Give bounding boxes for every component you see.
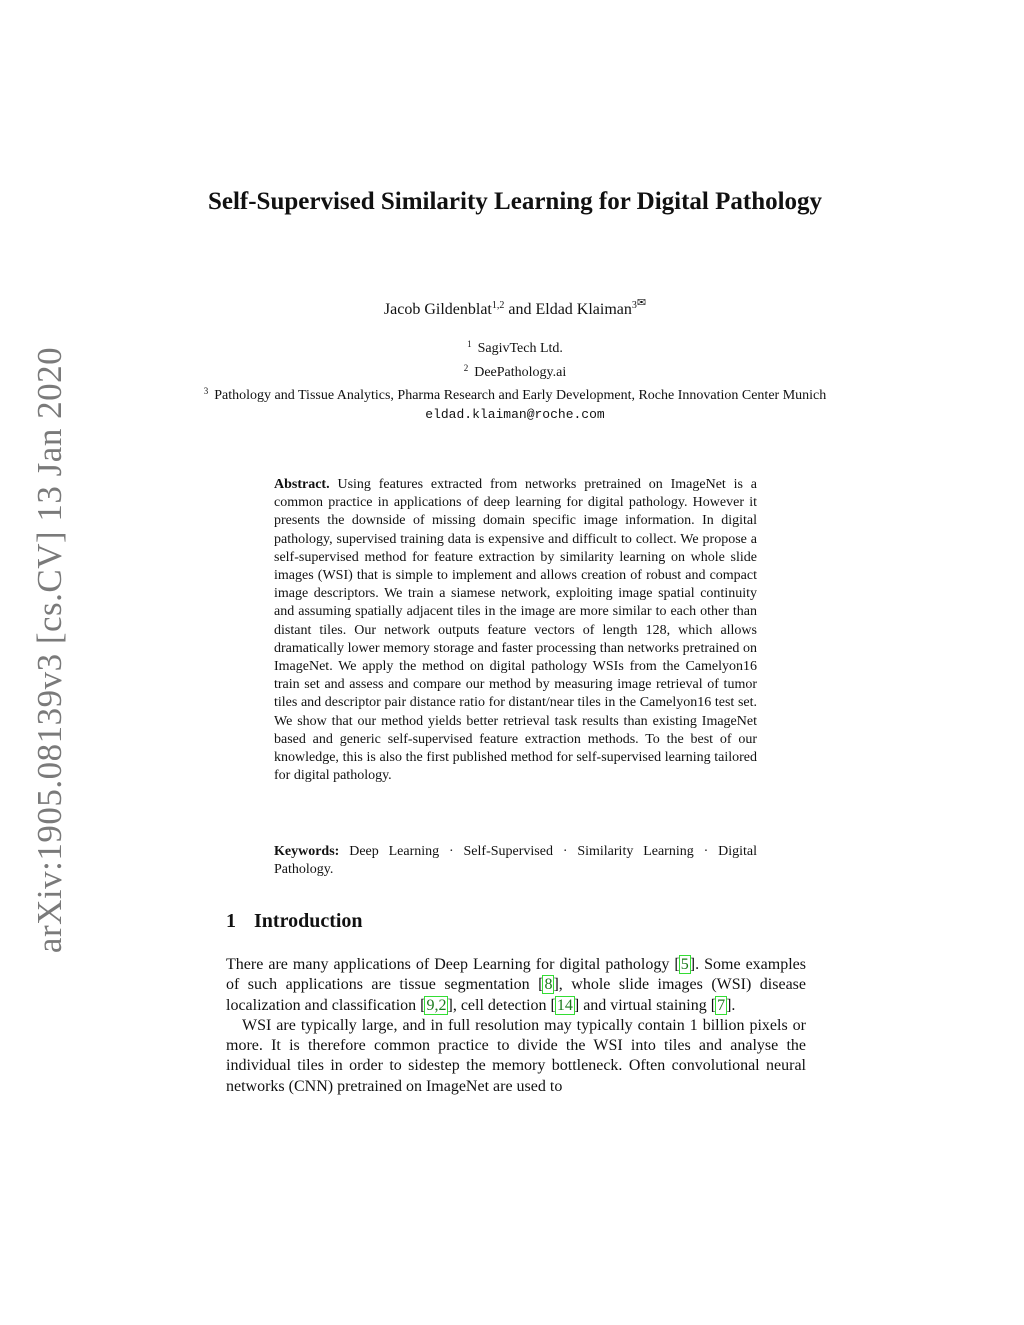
affiliation-text: Pathology and Tissue Analytics, Pharma Research and Early Development, Roche Innovation Center Munich — [214, 388, 827, 403]
text-run: There are many applications of Deep Learning for digital pathology — [226, 956, 675, 973]
affiliation-text: SagivTech Ltd. — [477, 341, 563, 356]
affiliation-line — [200, 359, 830, 383]
affiliations-block — [200, 335, 830, 424]
section-heading-introduction — [226, 910, 363, 933]
keywords-text: Deep Learning · Self-Supervised · Similarity Learning · Digital Pathology. — [274, 844, 758, 878]
keywords-label: Keywords: — [274, 844, 340, 859]
citation-link[interactable]: 14 — [556, 996, 573, 1014]
paragraph: There are many applications of Deep Learning for digital pathology [5]. Some examples of such applications are tissue segmentation [8], whole slide images (WSI) disease localization and classification [9,2], cell detection [14] and virtual staining [7]. — [226, 956, 806, 1014]
section-number: 1 — [226, 910, 236, 932]
abstract-text: Using features extracted from networks pretrained on ImageNet is a common practice in applications of deep learning for digital pathology. However it presents the downside of missing domain specific image information. In digital pathology, supervised training data is expensive and difficult to collect. We propose a self-supervised method for feature extraction by similarity learning on whole slide images (WSI) that is simple to implement and allows creation of robust and compact image descriptors. We train a siamese network, exploiting image spatial continuity and assuming spatially adjacent tiles in the image are more similar to each other than distant tiles. Our network outputs feature vectors of length 128, which allows dramatically lower memory storage and faster processing than networks pretrained on ImageNet. We apply the method on digital pathology WSIs from the Camelyon16 train set and assess and compare our method by measuring image retrieval of tumor tiles and descriptor pair distance ratio for distant/near tiles in the Camelyon16 test set. We show that our method yields better retrieval task results than existing ImageNet based and generic self-supervised feature extraction methods. To the best of our knowledge, this is also the first published method for self-supervised learning tailored for digital pathology. — [274, 477, 758, 784]
affiliation-line — [200, 382, 830, 406]
citation-link[interactable]: 5 — [680, 956, 689, 973]
text-run: , whole slide images (WSI) disease localization and classification — [226, 976, 806, 1014]
author-affiliation-mark: 1,2 — [491, 300, 505, 311]
author-line — [200, 296, 830, 319]
author-conjunction: and — [508, 301, 532, 318]
paragraph: WSI are typically large, and in full resolution may typically contain 1 billion pixels or more. It is therefore common practice to divide the WSI into tiles and analyse the individual tiles in order to sidestep the memory bottleneck. Often convolutional neural networks (CNN) pretrained on ImageNet are used to — [226, 1016, 806, 1095]
affiliation-number: 3 — [203, 386, 209, 396]
arxiv-identifier-stamp — [30, 346, 69, 954]
author-name: Jacob Gildenblat — [383, 301, 492, 318]
citation-link[interactable]: 7 — [717, 996, 726, 1014]
author-name: Eldad Klaiman — [535, 301, 632, 318]
citation-link[interactable]: 9,2 — [426, 996, 447, 1014]
envelope-icon: ✉ — [636, 297, 647, 309]
affiliation-line — [200, 335, 830, 359]
abstract-label: Abstract. — [274, 477, 330, 492]
contact-email[interactable]: eldad.klaiman@roche.com — [425, 406, 605, 422]
affiliation-text: DeePathology.ai — [474, 364, 567, 380]
arxiv-id-text: arXiv:1905.08139v3 [cs.CV] 13 Jan 2020 — [30, 346, 69, 954]
citation-link[interactable]: 8 — [544, 976, 553, 994]
affiliation-number: 1 — [467, 339, 472, 349]
text-run: and virtual staining — [579, 996, 711, 1014]
abstract — [274, 476, 757, 785]
affiliation-number: 2 — [463, 362, 469, 373]
text-run: . Some examples of such applications are tissue segmentation — [226, 956, 806, 994]
text-run: , cell detection — [452, 996, 551, 1014]
section-title: Introduction — [254, 910, 363, 932]
paper-title: Self-Supervised Similarity Learning for Digital Pathology — [207, 188, 823, 215]
introduction-body — [226, 955, 806, 1097]
keywords — [274, 843, 757, 879]
text-run: . — [731, 996, 736, 1014]
author-affiliation-mark: 3 — [631, 300, 637, 311]
